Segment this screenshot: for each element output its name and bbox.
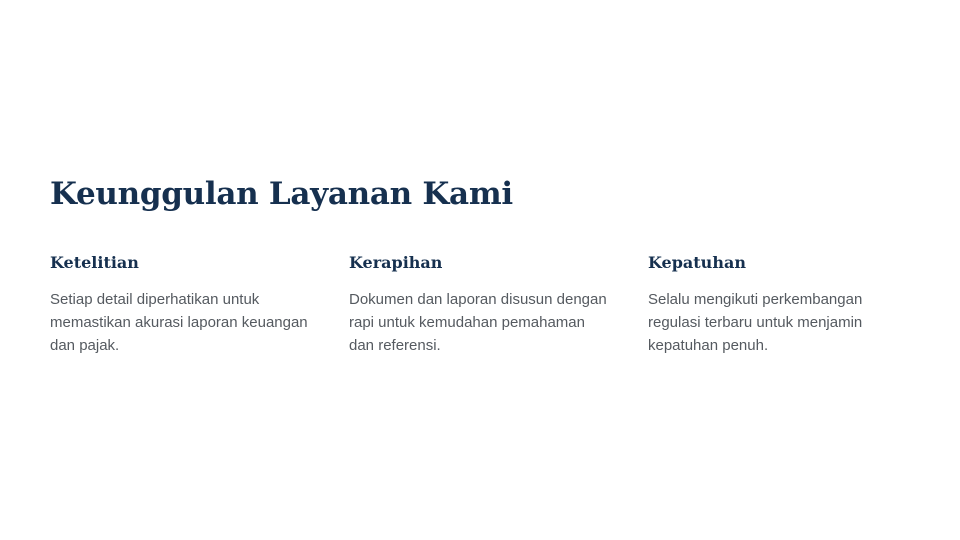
- section-title: Keunggulan Layanan Kami: [50, 176, 513, 212]
- feature-title: Ketelitian: [50, 253, 139, 272]
- feature-description: Setiap detail diperhatikan untuk memastikan akurasi laporan keuangan dan pajak.: [50, 291, 308, 354]
- feature-card-kerapihan: [349, 252, 648, 357]
- feature-description: Selalu mengikuti perkembangan regulasi terbaru untuk menjamin kepatuhan penuh.: [648, 291, 863, 354]
- feature-title: Kepatuhan: [648, 253, 746, 272]
- features-list: [50, 252, 930, 357]
- feature-title: Kerapihan: [349, 253, 443, 272]
- feature-card-ketelitian: [50, 252, 349, 357]
- feature-card-kepatuhan: [648, 252, 947, 357]
- feature-description: Dokumen dan laporan disusun dengan rapi untuk kemudahan pemahaman dan referensi.: [349, 291, 607, 354]
